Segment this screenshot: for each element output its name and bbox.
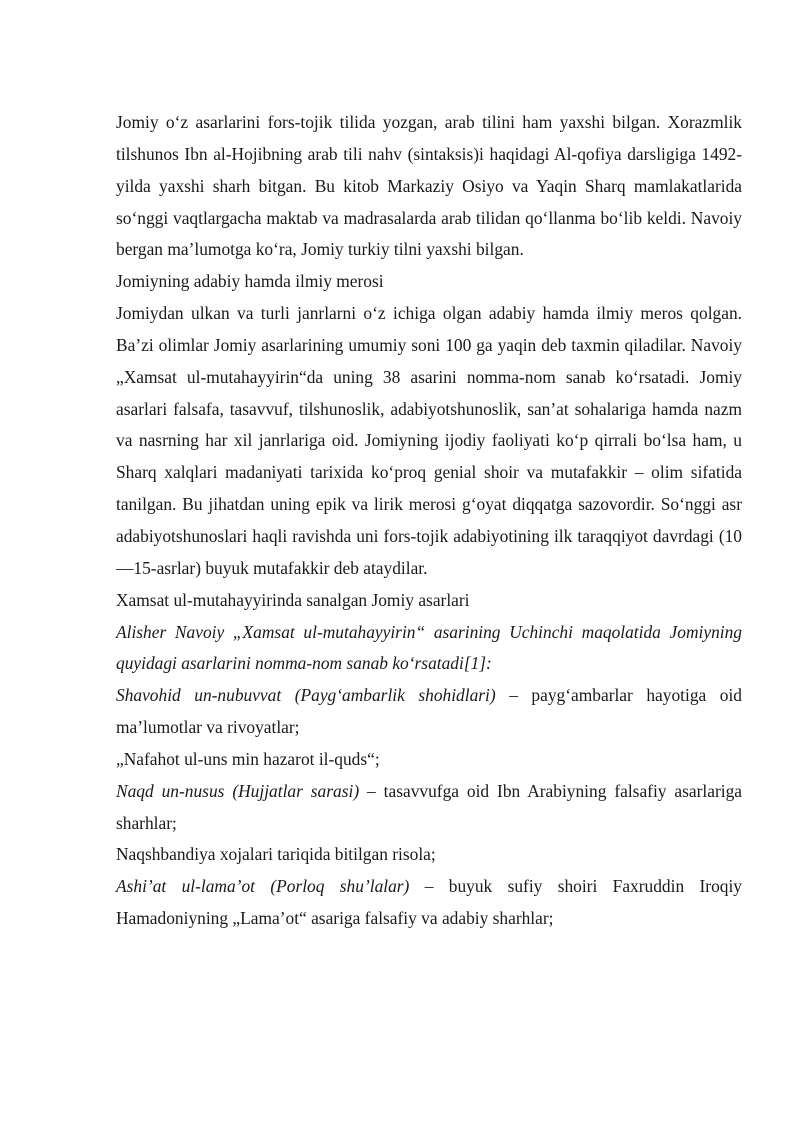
list-item-naqshbandiya: Naqshbandiya xojalari tariqida bitilgan risola; [116, 844, 436, 865]
list-item-nafahot: „Nafahot ul-uns min hazarot il-quds“; [116, 748, 380, 769]
paragraph-language-skills: Jomiy o‘z asarlarini fors-tojik tilida yozgan, arab tilini ham yaxshi bilgan. Xorazmlik tilshunos Ibn al-Hojibning arab tili nahv (sintaksis)i haqidagi Al-qofiya darsligiga 1492-yilda yaxshi sharh bitgan. Bu kitob Markaziy Osiyo va Yaqin Sharq mamlakatlarida so‘nggi vaqtlargacha maktab va madrasalarda arab tilidan qo‘llanma bo‘lib keldi. Navoiy bergan ma’lumotga ko‘ra, Jomiy turkiy tilni yaxshi bilgan. [116, 112, 742, 260]
document-body [116, 107, 742, 935]
list-item-ashiat [116, 871, 742, 935]
work-description: – payg‘ambarlar hayotiga oid ma’lumotlar va rivoyatlar; [116, 685, 742, 738]
list-item-naqd [116, 776, 742, 840]
work-description: – buyuk sufiy shoiri Faxruddin Iroqiy Hamadoniyning „Lama’ot“ asariga falsafiy va adabiy sharhlar; [116, 876, 742, 929]
section-heading-works-list: Xamsat ul-mutahayyirinda sanalgan Jomiy asarlari [116, 589, 470, 610]
list-item-shavohid [116, 680, 742, 744]
paragraph-heritage-overview: Jomiydan ulkan va turli janrlarni o‘z ichiga olgan adabiy hamda ilmiy meros qolgan. Ba’zi olimlar Jomiy asarlarining umumiy soni 100 ga yaqin deb taxmin qiladilar. Navoiy „Xamsat ul-mutahayyirin“da uning 38 asarini nomma-nom sanab ko‘rsatadi. Jomiy asarlari falsafa, tasavvuf, tilshunoslik, adabiyotshunoslik, san’at sohalariga hamda nazm va nasrning har xil janrlariga oid. Jomiyning ijodiy faoliyati ko‘p qirrali bo‘lsa ham, u Sharq xalqlari madaniyati tarixida ko‘proq genial shoir va mutafakkir – olim sifatida tanilgan. Bu jihatdan uning epik va lirik merosi g‘oyat diqqatga sazovordir. So‘nggi asr adabiyotshunoslari haqli ravishda uni fors-tojik adabiyotining ilk taraqqiyot davrdagi (10—15-asrlar) buyuk mutafakkir deb ataydilar. [116, 303, 742, 578]
section-heading-literary-heritage: Jomiyning adabiy hamda ilmiy merosi [116, 271, 384, 292]
work-description: – tasavvufga oid Ibn Arabiyning falsafiy asarlariga sharhlar; [116, 780, 742, 833]
work-title: Naqd un-nusus (Hujjatlar sarasi) [116, 780, 360, 801]
paragraph-navoiy-intro: Alisher Navoiy „Xamsat ul-mutahayyirin“ asarining Uchinchi maqolatida Jomiyning quyidagi asarlarini nomma-nom sanab ko‘rsatadi[1]: [116, 621, 742, 674]
work-title: Ashi’at ul-lama’ot (Porloq shu’lalar) [116, 876, 410, 897]
work-title: Shavohid un-nubuvvat (Payg‘ambarlik shohidlari) [116, 685, 496, 706]
